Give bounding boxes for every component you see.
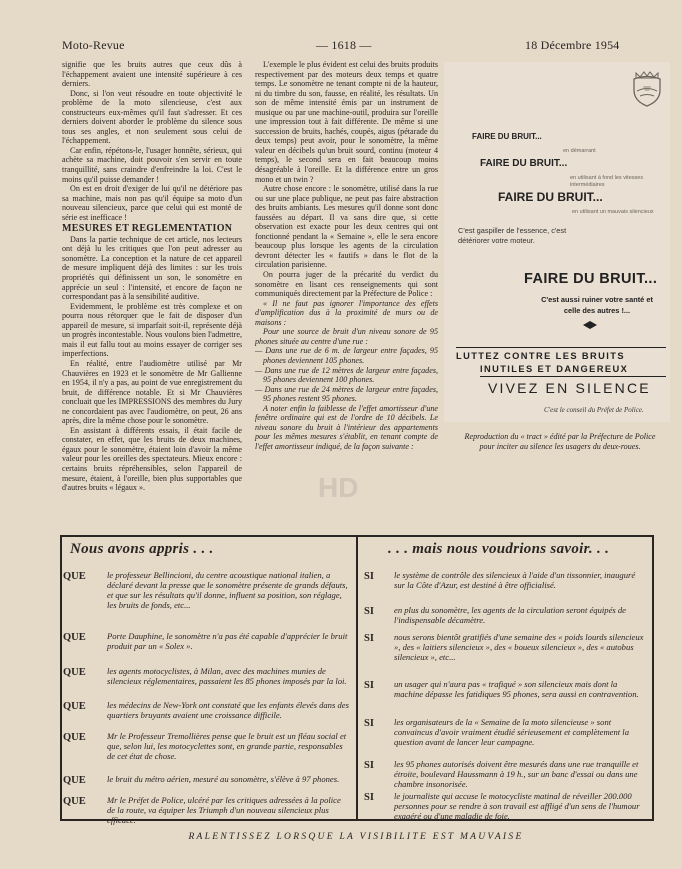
figure-caption: Reproduction du « tract » édité par la Préfecture de Police pour inciter au silence les usagers du deux-roues.: [464, 432, 656, 451]
list-item: [364, 570, 648, 590]
list-item: [364, 791, 648, 821]
item-text: le journaliste qui accuse le motocycliste matinal de réveiller 200.000 personnes pour se rendre à son travail est affligé d'un sens de l'humour exagéré ou d'une maladie de foie.: [394, 791, 640, 822]
list-item: [63, 631, 351, 651]
paragraph: signifie que les bruits autres que ceux dûs à l'échappement avaient une intensité supérieure à ces derniers.: [62, 60, 242, 89]
item-text: le professeur Bellincioni, du centre acoustique national italien, a déclaré devant la presse que le sonomètre présente de grands défauts, et que sur les résultats qu'il donne, influent sa position, son réglage, les bruits de fonds, etc...: [107, 570, 348, 611]
paragraph: L'exemple le plus évident est celui des bruits produits respectivement par des moteurs deux temps et quatre temps. Le sonomètre ne tenant compte ni de la hauteur, ni du timbre du son, fausse, en réalité, les résultats. Un son de même intensité émis par un instrument de musique ou par une machine-outil, produira sur l'oreille une impression tout à fait différente. De même si une succession de bruits, hachés, coupés, aigus (pétarade du deux temps) peut avoir, pour le sonomètre, la même valeur en décibels qu'un bruit sourd, continu (moteur 4 temps), le second sera en fait beaucoup moins désagréable à l'oreille. Et la différence entre un gros mono et un twin ?: [255, 60, 438, 184]
item-text: Mr le Professeur Tremollières pense que le bruit est un fléau social et que, selon lui, les motocyclettes sont, en grande partie, responsables de cet état de chose.: [107, 731, 347, 762]
paragraph: Autre chose encore : le sonomètre, utilisé dans la rue ou sur une place publique, ne peut pas faire abstraction des bruits ambiants. Les mesures qu'il donne sont donc faussées au départ. Il va sans dire que, si cette observation est exacte pour les deux centres qui ont fonctionné pendant la « Semaine », elle le sera encore beaucoup plus lorsque les agents de la circulation devront détecter les « fautifs » dans le flot de la circulation parisienne.: [255, 184, 438, 270]
tract-divider: [456, 347, 666, 348]
item-text: nous serons bientôt gratifiés d'une semaine des « poids lourds silencieux », des « laitiers silencieux », des « boueux silencieux », des « autobus silencieux », etc...: [394, 632, 644, 663]
item-text: un usager qui n'aura pas « trafiqué » son silencieux mais dont la machine dépasse les fatidiques 95 phones, sera aussi en contravention.: [394, 679, 639, 700]
si-label: SI: [364, 633, 374, 644]
questions-box: [60, 535, 654, 826]
list-item: [364, 759, 648, 789]
tract-signature: C'est le conseil du Préfet de Police.: [544, 406, 644, 414]
tract-text: C'est aussi ruiner votre santé et celle des autres !...: [541, 295, 653, 315]
que-label: QUE: [63, 701, 86, 712]
quote: « Il ne faut pas ignorer l'importance des effets d'amplification dus à la proximité de murs ou de maisons :: [255, 298, 438, 327]
paragraph: Evidemment, le problème est très complexe et on pourra nous rétorquer que le fait de disposer d'un appareil de mesure, si imparfait soit-il, représente déjà un progrès incontestable. Nous voulons bien l'admettre, mais il eut fallu tout au moins essayer de corriger ses imperfections.: [62, 301, 242, 359]
item-text: en plus du sonomètre, les agents de la circulation seront équipés de l'indispensable décamètre.: [394, 605, 626, 626]
we-learned-panel: [62, 537, 354, 826]
paragraph: En réalité, entre l'audiomètre utilisé par Mr Chauvières en 1923 et le sonomètre de Mr Gallienne en 1954, il n'y a pas, au point de vue enregistrement du bruit, de différence notable. Et si Mr Chauvières concluait que les IMPRESSIONS des membres du Jury ne concordaient pas avec l'audiomètre, on peut, 26 ans après, dire la même chose pour le sonomètre.: [62, 358, 242, 426]
tract-line: FAIRE DU BRUIT...: [472, 132, 542, 141]
list-item: — Dans une rue de 6 m. de largeur entre façades, 95 phones deviennent 105 phones.: [255, 346, 438, 365]
item-text: les 95 phones autorisés doivent être mesurés dans une rue tranquille et étroite, boulevard Haussmann à 19 h., sur un banc d'essai ou dans une chambre insonorisée.: [394, 759, 639, 790]
panel-title: Nous avons appris . . .: [70, 541, 214, 557]
que-label: QUE: [63, 732, 86, 743]
paragraph: En assistant à différents essais, il était facile de constater, en effet, que les bruits de deux machines, égaux pour le sonomètre, étaient loin d'avoir la même valeur pour les oreilles des spectateurs. Mieux encore : certains bruits répréhensibles, selon l'appareil de mesure, étaient, à l'oreille, bien plus supportables que d'autres bruits « légaux ».: [62, 425, 242, 493]
magazine-title: Moto-Revue: [62, 38, 125, 52]
diamond-ornament-icon: [583, 321, 597, 329]
item-text: le système de contrôle des silencieux à l'aide d'un tissonnier, inauguré sur la Côte d'Azur, est destiné à être officialisé.: [394, 570, 636, 591]
item-text: Porte Dauphine, le sonomètre n'a pas été capable d'apprécier le bruit produit par un « Solex ».: [107, 631, 348, 652]
list-item: — Dans une rue de 12 mètres de largeur entre façades, 95 phones deviennent 100 phones.: [255, 365, 438, 385]
list-item: [364, 605, 648, 625]
paris-coat-of-arms-icon: [631, 70, 663, 108]
item-text: les agents motocyclistes, à Milan, avec des machines munies de silencieux réglementaires, passaient les 85 phones imposés par la loi.: [107, 666, 347, 687]
tract-slogan: LUTTEZ CONTRE LES BRUITS: [456, 351, 625, 361]
box-divider: [356, 537, 358, 819]
item-text: les médecins de New-York ont constaté que les enfants élevés dans des quartiers bruyants avaient une croissance difficile.: [107, 700, 349, 721]
quote: Pour une source de bruit d'un niveau sonore de 95 phones située au centre d'une rue :: [255, 327, 438, 346]
tract-line: FAIRE DU BRUIT...: [498, 190, 603, 204]
list-item: [364, 717, 648, 747]
we-want-to-know-panel: [360, 537, 652, 822]
list-item: [63, 666, 351, 686]
que-label: QUE: [63, 571, 86, 582]
list-item: — Dans une rue de 24 mètres de largeur entre façades, 95 phones restent 95 phones.: [255, 384, 438, 404]
paragraph: Dans la partie technique de cet article, nos lecteurs ont déjà lu les critiques que l'on peut adresser au sonomètre. La conception et la nature de cet appareil de mesure impliquent déjà des limites : sur les trois propriétés qui définissent un son, le sonomètre en apprécie un seul : l'intensité, et encore de façon ne correspondant pas à la sensibilité auditive.: [62, 234, 242, 302]
si-label: SI: [364, 606, 374, 617]
paragraph: Car enfin, répétons-le, l'usager honnête, sérieux, qui achète sa machine, doit pouvoir s'en servir en toute tranquillité, sans craindre d'enfreindre la loi. C'est le moins qu'il puisse demander !: [62, 145, 242, 184]
paragraph: On pourra juger de la précarité du verdict du sonomètre en lisant ces renseignements qui sont communiqués directement par la Préfecture de Police :: [255, 270, 438, 299]
que-label: QUE: [63, 796, 86, 807]
tract-line: FAIRE DU BRUIT...: [480, 158, 568, 169]
list-item: [364, 632, 648, 662]
que-label: QUE: [63, 632, 86, 643]
section-heading: MESURES ET REGLEMENTATION: [62, 223, 233, 235]
paragraph: On est en droit d'exiger de lui qu'il ne détériore pas sa machine, mais non pas qu'il équipe sa moto d'un nouveau silencieux, parce que celui qui est monté de série est inefficace !: [62, 184, 242, 222]
tract-line: FAIRE DU BRUIT...: [524, 271, 658, 287]
que-label: QUE: [63, 775, 86, 786]
que-label: QUE: [63, 667, 86, 678]
page-number: — 1618 —: [316, 38, 372, 52]
article-column-2: [255, 60, 438, 451]
item-text: Mr le Préfet de Police, ulcéré par les critiques adressées à la police de la route, va équiper les Triumph d'un nouveau silencieux plus efficace.: [107, 795, 341, 826]
list-item: [364, 679, 648, 699]
si-label: SI: [364, 680, 374, 691]
tract-subline: en utilisant un mauvais silencieux: [572, 209, 654, 215]
item-text: les organisateurs de la « Semaine de la moto silencieuse » sont convaincus d'avoir vraiment étudié sérieusement et complètement la question avant de lancer leur campagne.: [394, 717, 629, 748]
list-item: [63, 700, 351, 720]
tract-subline: en utilisant à fond les vitesses intermédiaires: [570, 175, 644, 188]
paragraph: Donc, si l'on veut résoudre en toute objectivité le problème de la moto silencieuse, c'est aux constructeurs eux-mêmes qu'il faut s'adresser. Et ces derniers doivent aborder le problème du silence sous tous ses angles, et non seulement sous celui de l'échappement.: [62, 88, 242, 146]
watermark-text: HD: [318, 472, 359, 503]
tract-slogan: INUTILES ET DANGEREUX: [480, 364, 629, 374]
footer-slogan: RALENTISSEZ LORSQUE LA VISIBILITE EST MAUVAISE: [188, 832, 524, 842]
tract-divider: [480, 376, 666, 377]
issue-date: 18 Décembre 1954: [525, 38, 620, 52]
si-label: SI: [364, 760, 374, 771]
list-item: [63, 570, 351, 610]
item-text: le bruit du métro aérien, mesuré au sonomètre, s'élève à 97 phones.: [107, 774, 340, 784]
si-label: SI: [364, 792, 374, 803]
tract-slogan: VIVEZ EN SILENCE: [488, 380, 651, 396]
list-item: [63, 795, 351, 825]
article-column-1: [62, 60, 242, 493]
police-tract-image: [444, 62, 670, 422]
list-item: [63, 774, 351, 786]
list-item: [63, 731, 351, 761]
panel-title: . . . mais nous voudrions savoir. . .: [388, 541, 610, 557]
closing-quote: A noter enfin la faiblesse de l'effet amortisseur d'une fenêtre ordinaire qui est de l'ordre de 10 décibels. Le niveau sonore du bruit à l'intérieur des appartements pour les mêmes mesures s'établit, en tenant compte de l'effet amortisseur indiqué, de la façon suivante :: [255, 403, 438, 451]
tract-text: C'est gaspiller de l'essence, c'est détériorer votre moteur.: [458, 226, 567, 245]
tract-subline: en démarrant: [563, 148, 596, 154]
si-label: SI: [364, 718, 374, 729]
si-label: SI: [364, 571, 374, 582]
